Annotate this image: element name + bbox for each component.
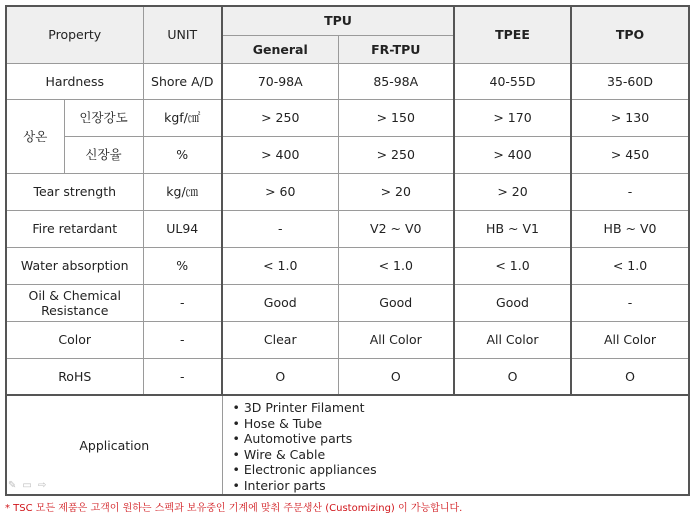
cell-tpo: O [571,358,689,395]
cell-tpu-general: 70-98A [222,63,338,99]
cell-tpee: Good [454,284,571,321]
header-tpee: TPEE [454,6,571,63]
header-tpu-general: General [222,35,338,63]
row-unit: % [143,247,222,284]
row-label-line2: Resistance [41,302,109,318]
row-fire [6,210,689,247]
cell-tpu-fr: > 150 [338,99,454,136]
row-tensile [6,99,689,136]
spec-table [5,5,690,496]
cell-tpee: > 20 [454,173,571,210]
row-label: Tear strength [6,173,143,210]
cell-tpo: - [571,173,689,210]
list-item: • Wire & Cable [233,447,687,463]
cell-tpo: - [571,284,689,321]
cell-tpu-general: > 60 [222,173,338,210]
header-tpu-fr: FR-TPU [338,35,454,63]
header-tpu: TPU [222,6,454,35]
cell-tpo: > 450 [571,136,689,173]
header-tpo: TPO [571,6,689,63]
cell-tpo: HB ~ V0 [571,210,689,247]
cell-tpo: > 130 [571,99,689,136]
row-unit: Shore A/D [143,63,222,99]
cell-tpee: < 1.0 [454,247,571,284]
cell-tpo: All Color [571,321,689,358]
row-label: Color [6,321,143,358]
cell-tpu-general: O [222,358,338,395]
row-color [6,321,689,358]
list-item: • 3D Printer Filament [233,400,687,416]
cell-tpo: < 1.0 [571,247,689,284]
cell-tpee: All Color [454,321,571,358]
cell-toolbar [8,480,52,491]
row-label-line1: Oil & Chemical [28,287,121,303]
row-unit: - [143,321,222,358]
application-list-cell [222,395,689,495]
cell-tpee: > 170 [454,99,571,136]
edit-icon[interactable]: ✎ [8,480,17,491]
move-icon[interactable]: ⇨ [37,480,47,491]
row-unit: kgf/㎠ [143,99,222,136]
row-label: 신장율 [64,136,143,173]
row-rohs [6,358,689,395]
header-unit: UNIT [143,6,222,63]
row-application [6,395,689,495]
row-label: Fire retardant [6,210,143,247]
cell-tpu-fr: All Color [338,321,454,358]
cell-tpee: O [454,358,571,395]
application-label: Application [6,395,222,495]
row-water [6,247,689,284]
cell-tpu-fr: O [338,358,454,395]
list-item: • Electronic appliances [233,462,687,478]
cell-tpee: > 400 [454,136,571,173]
cell-tpu-fr: V2 ~ V0 [338,210,454,247]
row-label [6,284,143,321]
application-list [225,400,687,493]
cell-tpo: 35-60D [571,63,689,99]
cell-tpu-fr: < 1.0 [338,247,454,284]
room-temp-label: 상온 [6,99,64,173]
row-unit: UL94 [143,210,222,247]
row-label: 인장강도 [64,99,143,136]
row-hardness [6,63,689,99]
row-oil [6,284,689,321]
cell-tpu-general: - [222,210,338,247]
cell-tpu-general: > 400 [222,136,338,173]
row-label: Hardness [6,63,143,99]
list-item: • Interior parts [233,478,687,494]
list-item: • Hose & Tube [233,416,687,432]
delete-icon[interactable]: ▭ [22,480,32,491]
cell-tpu-fr: 85-98A [338,63,454,99]
header-property: Property [6,6,143,63]
cell-tpu-fr: Good [338,284,454,321]
row-tear [6,173,689,210]
cell-tpu-general: > 250 [222,99,338,136]
cell-tpu-general: < 1.0 [222,247,338,284]
list-item: • Automotive parts [233,431,687,447]
row-label: RoHS [6,358,143,395]
row-unit: % [143,136,222,173]
cell-tpu-general: Clear [222,321,338,358]
cell-tpu-general: Good [222,284,338,321]
cell-tpee: HB ~ V1 [454,210,571,247]
row-label: Water absorption [6,247,143,284]
cell-tpu-fr: > 250 [338,136,454,173]
cell-tpu-fr: > 20 [338,173,454,210]
row-elongation [6,136,689,173]
row-unit: - [143,358,222,395]
cell-tpee: 40-55D [454,63,571,99]
row-unit: kg/㎝ [143,173,222,210]
row-unit: - [143,284,222,321]
footnote: * TSC 모든 제품은 고객이 원하는 스펙과 보유중인 기계에 맞춰 주문생산 (Customizing) 이 가능합니다. [5,503,463,514]
